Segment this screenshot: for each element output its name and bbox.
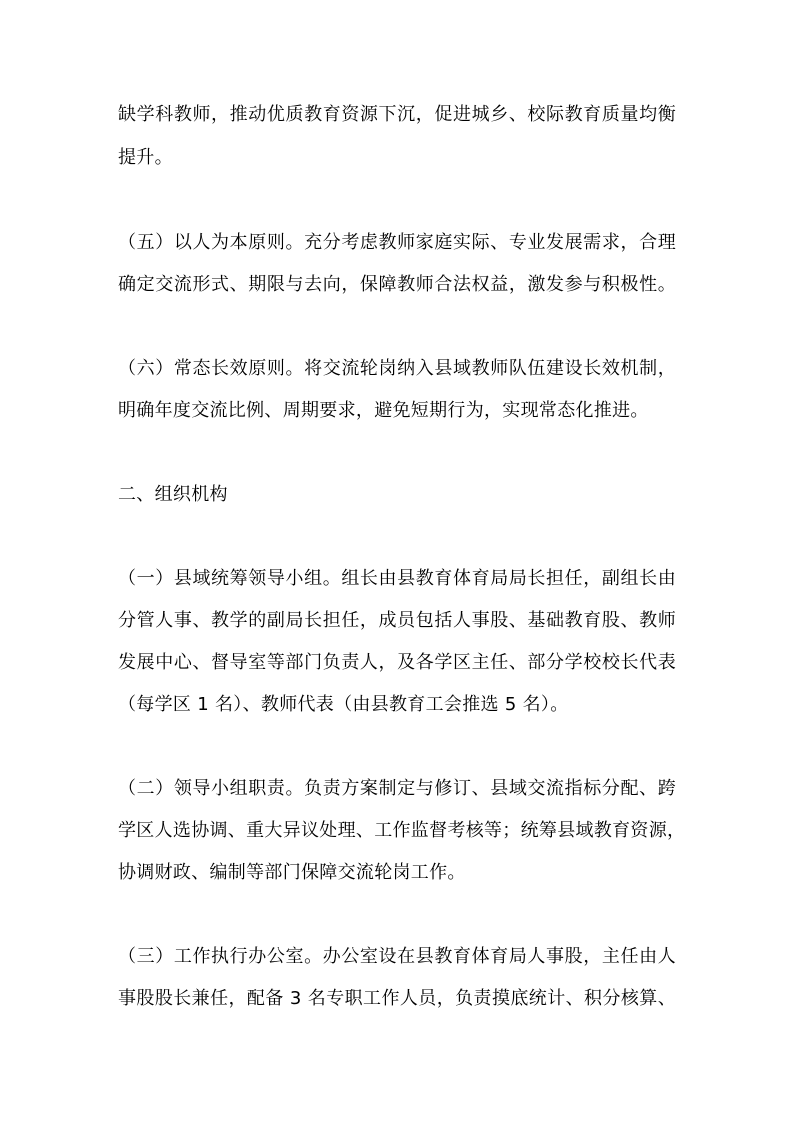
text-line: 分管人事、教学的副局长担任，成员包括人事股、基础教育股、教师 — [118, 610, 676, 631]
text-line: 学区人选协调、重大异议处理、工作监督考核等；统筹县域教育资源， — [118, 820, 686, 841]
text-line: （五）以人为本原则。充分考虑教师家庭实际、专业发展需求，合理 — [118, 232, 676, 253]
text-line: 协调财政、编制等部门保障交流轮岗工作。 — [118, 862, 466, 883]
text-line: 明确年度交流比例、周期要求，避免短期行为，实现常态化推进。 — [118, 400, 649, 421]
text-line: 确定交流形式、期限与去向，保障教师合法权益，激发参与积极性。 — [118, 274, 676, 295]
text-line: 事股股长兼任，配备 3 名专职工作人员，负责摸底统计、积分核算、 — [118, 988, 676, 1009]
text-line: （一）县域统筹领导小组。组长由县教育体育局局长担任，副组长由 — [118, 568, 676, 589]
text-line: 缺学科教师，推动优质教育资源下沉，促进城乡、校际教育质量均衡 — [118, 104, 676, 125]
text-line: （二）领导小组职责。负责方案制定与修订、县域交流指标分配、跨 — [118, 778, 676, 799]
text-line: （每学区 1 名）、教师代表（由县教育工会推选 5 名）。 — [118, 694, 569, 715]
text-line: 提升。 — [118, 147, 173, 168]
section-heading: 二、组织机构 — [118, 484, 228, 505]
text-line: 发展中心、督导室等部门负责人，及各学区主任、部分学校校长代表 — [118, 652, 676, 673]
text-line: （三）工作执行办公室。办公室设在县教育体育局人事股，主任由人 — [118, 946, 676, 967]
text-line: （六）常态长效原则。将交流轮岗纳入县域教师队伍建设长效机制， — [118, 358, 676, 379]
